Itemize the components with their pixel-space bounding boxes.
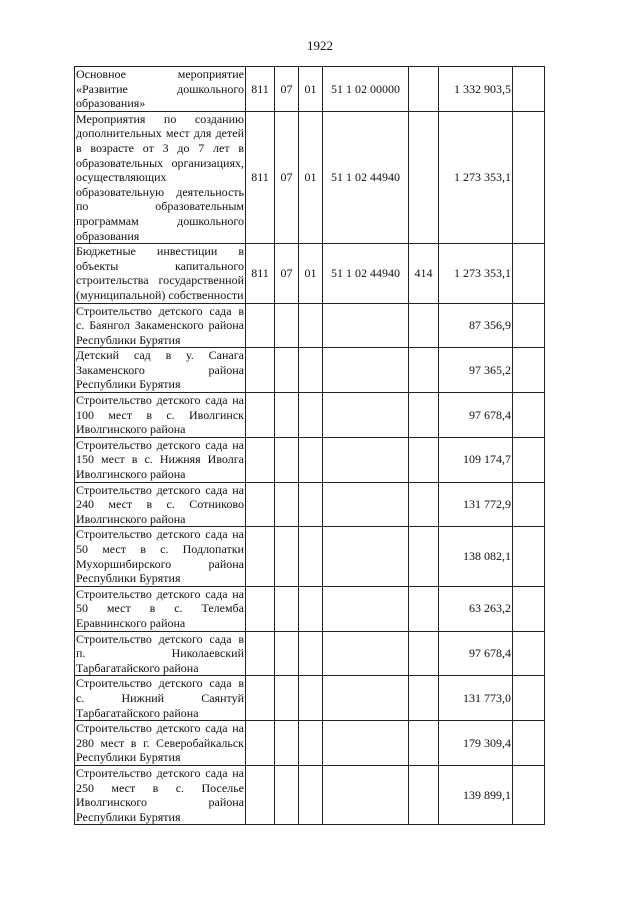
row-section-cell: [275, 437, 299, 482]
row-expense-type-cell: [409, 721, 439, 766]
row-section-cell: [275, 348, 299, 393]
row-section-cell: [275, 721, 299, 766]
row-name-cell: Бюджетные инвестиции в объекты капитального строительства государственной (муниципальной) собственности: [76, 244, 244, 302]
row-extra-cell: [513, 111, 545, 243]
row-name-cell: Строительство детского сада на 250 мест в с. Поселье Иволгинского района Республики Бурятия: [76, 765, 244, 824]
row-expense-type-cell: 414: [409, 244, 439, 303]
row-target-article-cell: [323, 482, 409, 527]
row-section-cell: [275, 482, 299, 527]
row-amount-cell: 97 678,4: [439, 631, 513, 676]
row-ministry-cell: [246, 631, 275, 676]
row-ministry-cell: 811: [246, 67, 275, 112]
table-row: [75, 527, 545, 586]
table-row: [75, 676, 545, 721]
row-expense-type-cell: [409, 437, 439, 482]
table-row: [75, 437, 545, 482]
row-subsection-cell: [299, 765, 323, 824]
row-ministry-cell: [246, 482, 275, 527]
row-ministry-cell: [246, 765, 275, 824]
row-target-article-cell: [323, 631, 409, 676]
row-target-article-cell: [323, 393, 409, 438]
row-subsection-cell: 01: [299, 244, 323, 303]
row-expense-type-cell: [409, 348, 439, 393]
row-amount-cell: 1 332 903,5: [439, 67, 513, 112]
row-extra-cell: [513, 437, 545, 482]
row-target-article-cell: [323, 676, 409, 721]
table-row: [75, 721, 545, 766]
row-ministry-cell: 811: [246, 111, 275, 243]
table-row: [75, 303, 545, 348]
row-name-cell: Строительство детского сада в с. Баянгол Закаменского района Республики Бурятия: [76, 303, 244, 347]
row-name-cell: Строительство детского сада в с. Нижний Саянтуй Тарбагатайского района: [76, 676, 244, 720]
table-row: [75, 348, 545, 393]
table-row: [75, 586, 545, 631]
row-extra-cell: [513, 348, 545, 393]
row-subsection-cell: [299, 482, 323, 527]
row-expense-type-cell: [409, 631, 439, 676]
row-section-cell: [275, 676, 299, 721]
row-amount-cell: 1 273 353,1: [439, 244, 513, 303]
row-amount-cell: 109 174,7: [439, 437, 513, 482]
row-expense-type-cell: [409, 303, 439, 348]
table-row: [75, 67, 545, 112]
row-expense-type-cell: [409, 111, 439, 243]
table-body: [75, 67, 545, 825]
table-row: [75, 244, 545, 303]
row-subsection-cell: 01: [299, 111, 323, 243]
row-amount-cell: 138 082,1: [439, 527, 513, 586]
row-subsection-cell: [299, 586, 323, 631]
row-subsection-cell: [299, 527, 323, 586]
row-expense-type-cell: [409, 67, 439, 112]
table-row: [75, 631, 545, 676]
page-number: 1922: [307, 38, 333, 53]
row-name-cell: Строительство детского сада в п. Николаевский Тарбагатайского района: [76, 631, 244, 675]
row-expense-type-cell: [409, 393, 439, 438]
row-amount-cell: 1 273 353,1: [439, 111, 513, 243]
row-expense-type-cell: [409, 676, 439, 721]
row-amount-cell: 63 263,2: [439, 586, 513, 631]
row-ministry-cell: [246, 348, 275, 393]
row-target-article-cell: [323, 721, 409, 766]
table-row: [75, 765, 545, 824]
row-subsection-cell: [299, 631, 323, 676]
row-extra-cell: [513, 631, 545, 676]
row-name-cell: Строительство детского сада на 280 мест в г. Северобайкальск Республики Бурятия: [76, 721, 244, 765]
row-subsection-cell: [299, 437, 323, 482]
row-target-article-cell: 51 1 02 44940: [323, 244, 409, 303]
row-section-cell: [275, 393, 299, 438]
row-name-cell: Строительство детского сада на 240 мест в с. Сотниково Иволгинского района: [76, 482, 244, 526]
row-target-article-cell: [323, 765, 409, 824]
row-amount-cell: 97 365,2: [439, 348, 513, 393]
row-subsection-cell: [299, 303, 323, 348]
row-expense-type-cell: [409, 527, 439, 586]
row-subsection-cell: [299, 721, 323, 766]
row-target-article-cell: [323, 348, 409, 393]
row-ministry-cell: [246, 437, 275, 482]
row-ministry-cell: [246, 527, 275, 586]
row-name-cell: Строительство детского сада на 100 мест в с. Иволгинск Иволгинского района: [76, 393, 244, 437]
row-extra-cell: [513, 676, 545, 721]
row-section-cell: 07: [275, 67, 299, 112]
row-expense-type-cell: [409, 765, 439, 824]
row-subsection-cell: 01: [299, 67, 323, 112]
row-ministry-cell: [246, 303, 275, 348]
row-extra-cell: [513, 527, 545, 586]
row-extra-cell: [513, 67, 545, 112]
row-ministry-cell: [246, 721, 275, 766]
budget-table: [74, 66, 545, 825]
row-target-article-cell: [323, 586, 409, 631]
row-target-article-cell: 51 1 02 00000: [323, 67, 409, 112]
row-ministry-cell: 811: [246, 244, 275, 303]
row-extra-cell: [513, 586, 545, 631]
row-subsection-cell: [299, 348, 323, 393]
row-name-cell: Основное мероприятие «Развитие дошкольного образования»: [76, 67, 244, 111]
row-extra-cell: [513, 244, 545, 303]
row-amount-cell: 139 899,1: [439, 765, 513, 824]
row-amount-cell: 87 356,9: [439, 303, 513, 348]
row-amount-cell: 131 773,0: [439, 676, 513, 721]
row-name-cell: Мероприятия по созданию дополнительных мест для детей в возрасте от 3 до 7 лет в образовательных организациях, осуществляющих образовательную деятельность по образовательным программам дошкольного образования: [76, 111, 244, 243]
row-name-cell: Строительство детского сада на 50 мест в с. Телемба Еравнинского района: [76, 586, 244, 630]
table-row: [75, 482, 545, 527]
row-amount-cell: 131 772,9: [439, 482, 513, 527]
row-section-cell: 07: [275, 111, 299, 243]
row-amount-cell: 97 678,4: [439, 393, 513, 438]
row-target-article-cell: 51 1 02 44940: [323, 111, 409, 243]
row-expense-type-cell: [409, 586, 439, 631]
row-section-cell: [275, 586, 299, 631]
row-extra-cell: [513, 303, 545, 348]
row-target-article-cell: [323, 303, 409, 348]
table-row: [75, 111, 545, 243]
row-section-cell: [275, 631, 299, 676]
row-subsection-cell: [299, 393, 323, 438]
row-extra-cell: [513, 765, 545, 824]
row-subsection-cell: [299, 676, 323, 721]
row-ministry-cell: [246, 586, 275, 631]
row-section-cell: [275, 527, 299, 586]
row-ministry-cell: [246, 676, 275, 721]
row-section-cell: [275, 765, 299, 824]
row-name-cell: Строительство детского сада на 150 мест в с. Нижняя Иволга Иволгинского района: [76, 437, 244, 482]
table-row: [75, 393, 545, 438]
row-section-cell: 07: [275, 244, 299, 303]
row-ministry-cell: [246, 393, 275, 438]
row-target-article-cell: [323, 527, 409, 586]
row-target-article-cell: [323, 437, 409, 482]
row-extra-cell: [513, 482, 545, 527]
row-extra-cell: [513, 393, 545, 438]
row-expense-type-cell: [409, 482, 439, 527]
row-extra-cell: [513, 721, 545, 766]
row-amount-cell: 179 309,4: [439, 721, 513, 766]
row-name-cell: Строительство детского сада на 50 мест в с. Подлопатки Мухоршибирского района Республики Бурятия: [76, 527, 244, 586]
row-name-cell: Детский сад в у. Санага Закаменского района Республики Бурятия: [76, 348, 244, 392]
row-section-cell: [275, 303, 299, 348]
